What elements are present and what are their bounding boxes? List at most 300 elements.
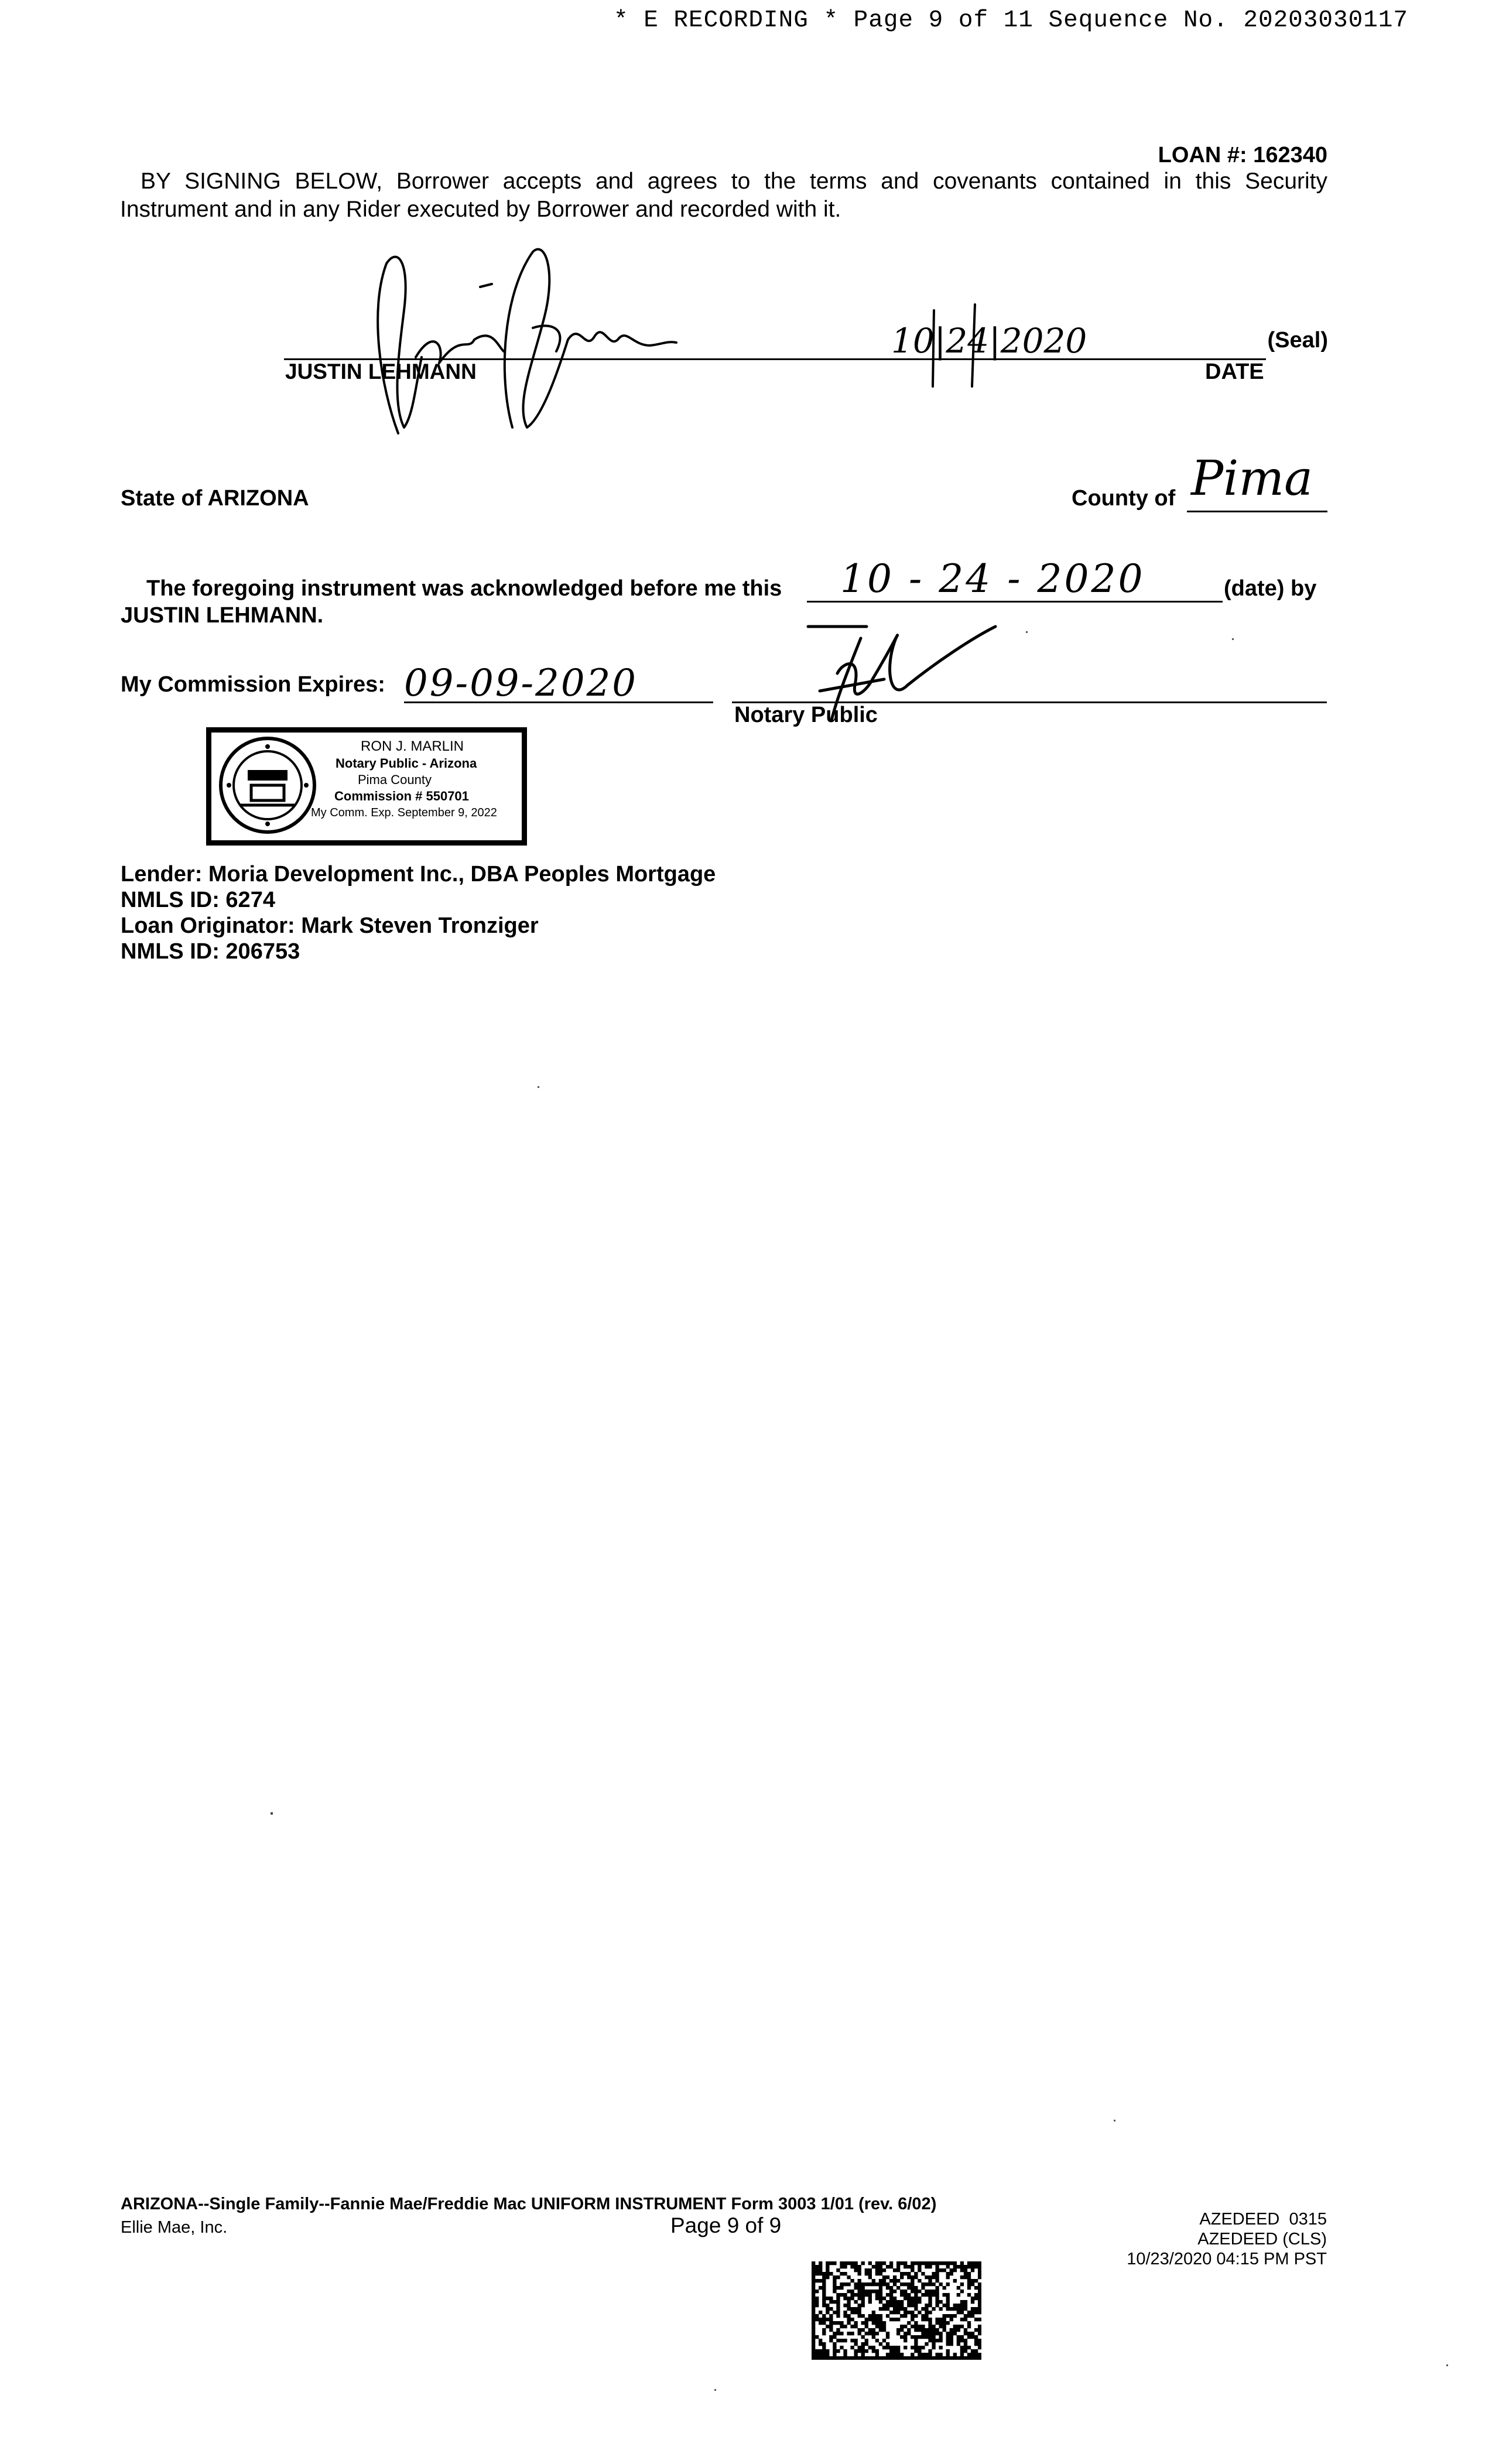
commission-expires-label: My Commission Expires:	[121, 672, 385, 697]
commission-handwritten-date: 09-09-2020	[404, 662, 638, 705]
barcode-module	[836, 2314, 840, 2318]
barcode-module	[935, 2279, 939, 2282]
barcode-module	[879, 2321, 882, 2325]
barcode-module	[850, 2311, 854, 2314]
barcode-module	[946, 2307, 950, 2311]
barcode-module	[847, 2275, 850, 2279]
barcode-module	[900, 2282, 903, 2286]
barcode-module	[939, 2321, 943, 2325]
barcode-module	[861, 2328, 865, 2332]
barcode-module	[865, 2272, 868, 2275]
barcode-module	[907, 2311, 911, 2314]
barcode-module	[935, 2290, 939, 2293]
barcode-module	[935, 2286, 939, 2290]
barcode-module	[822, 2304, 826, 2307]
barcode-module	[946, 2297, 950, 2300]
barcode-module	[900, 2275, 903, 2279]
barcode-module	[946, 2293, 950, 2297]
barcode-module	[953, 2279, 957, 2282]
barcode-module	[960, 2325, 964, 2328]
barcode-module	[950, 2356, 953, 2360]
barcode-module	[971, 2300, 974, 2304]
barcode-module	[935, 2272, 939, 2275]
barcode-module	[971, 2353, 974, 2356]
barcode-module	[900, 2328, 903, 2332]
barcode-module	[865, 2282, 868, 2286]
barcode-module	[974, 2349, 978, 2353]
barcode-module	[886, 2342, 889, 2346]
barcode-module	[826, 2261, 829, 2265]
barcode-module	[964, 2332, 967, 2335]
barcode-module	[836, 2349, 840, 2353]
speck	[714, 2389, 716, 2391]
barcode-module	[928, 2275, 932, 2279]
barcode-module	[935, 2300, 939, 2304]
barcode-module	[921, 2293, 925, 2297]
barcode-module	[889, 2286, 893, 2290]
barcode-module	[822, 2286, 826, 2290]
barcode-module	[815, 2268, 819, 2272]
barcode-module	[957, 2356, 960, 2360]
intro-line-2: Instrument and in any Rider executed by Borrower and recorded with it.	[120, 197, 841, 222]
barcode-module	[918, 2279, 921, 2282]
barcode-module	[840, 2339, 843, 2342]
barcode-module	[946, 2332, 950, 2335]
barcode-module	[953, 2307, 957, 2311]
barcode-module	[911, 2300, 914, 2304]
barcode-module	[822, 2272, 826, 2275]
barcode-module	[875, 2318, 879, 2321]
barcode-module	[932, 2290, 935, 2293]
barcode-module	[875, 2265, 879, 2268]
barcode-module	[826, 2265, 829, 2268]
barcode-module	[882, 2275, 886, 2279]
barcode-module	[850, 2297, 854, 2300]
barcode-module	[964, 2356, 967, 2360]
barcode-module	[900, 2272, 903, 2275]
barcode-module	[921, 2328, 925, 2332]
barcode-module	[879, 2293, 882, 2297]
barcode-module	[950, 2261, 953, 2265]
barcode-module	[960, 2265, 964, 2268]
barcode-module	[843, 2356, 847, 2360]
barcode-module	[850, 2325, 854, 2328]
barcode-module	[896, 2286, 900, 2290]
barcode-module	[974, 2356, 978, 2360]
barcode-module	[978, 2265, 981, 2268]
barcode-module	[932, 2261, 935, 2265]
barcode-module	[882, 2339, 886, 2342]
barcode-module	[900, 2307, 903, 2311]
speck	[271, 1812, 273, 1815]
barcode-module	[911, 2356, 914, 2360]
barcode-module	[943, 2325, 946, 2328]
stamp-notary-name: RON J. MARLIN	[361, 738, 464, 754]
barcode-module	[960, 2282, 964, 2286]
barcode-module	[854, 2356, 858, 2360]
barcode-module	[886, 2293, 889, 2297]
county-handwritten: Pima	[1191, 451, 1313, 507]
barcode-module	[907, 2332, 911, 2335]
barcode-module	[957, 2307, 960, 2311]
barcode-module	[822, 2300, 826, 2304]
barcode-module	[861, 2349, 865, 2353]
barcode-module	[903, 2339, 907, 2342]
date-label: DATE	[1205, 360, 1264, 384]
barcode-module	[889, 2265, 893, 2268]
barcode-module	[812, 2268, 815, 2272]
barcode-module	[822, 2290, 826, 2293]
barcode-module	[911, 2290, 914, 2293]
barcode-module	[850, 2290, 854, 2293]
barcode-module	[896, 2328, 900, 2332]
barcode-module	[896, 2349, 900, 2353]
barcode-module	[833, 2300, 836, 2304]
barcode-module	[850, 2265, 854, 2268]
footer-code-2: AZEDEED (CLS)	[1197, 2230, 1327, 2249]
barcode-module	[953, 2353, 957, 2356]
barcode-module	[833, 2286, 836, 2290]
barcode-module	[935, 2318, 939, 2321]
barcode-module	[812, 2353, 815, 2356]
barcode-module	[829, 2261, 833, 2265]
barcode-module	[918, 2325, 921, 2328]
barcode-module	[879, 2342, 882, 2346]
barcode-module	[978, 2275, 981, 2279]
barcode-module	[829, 2307, 833, 2311]
barcode-module	[967, 2261, 971, 2265]
barcode-module	[886, 2286, 889, 2290]
barcode-module	[974, 2307, 978, 2311]
barcode-module	[957, 2328, 960, 2332]
barcode-module	[925, 2356, 928, 2360]
barcode-module	[925, 2335, 928, 2339]
stamp-commission: Commission # 550701	[334, 789, 469, 803]
barcode-module	[935, 2339, 939, 2342]
barcode-module	[950, 2342, 953, 2346]
barcode-module	[886, 2307, 889, 2311]
barcode-module	[928, 2282, 932, 2286]
barcode-module	[928, 2300, 932, 2304]
barcode-module	[974, 2279, 978, 2282]
barcode-module	[847, 2356, 850, 2360]
barcode-module	[971, 2335, 974, 2339]
barcode-module	[911, 2282, 914, 2286]
barcode-module	[918, 2353, 921, 2356]
barcode-module	[957, 2335, 960, 2339]
barcode-module	[974, 2297, 978, 2300]
barcode-module	[861, 2261, 865, 2265]
barcode-module	[918, 2356, 921, 2360]
originator-nmls: NMLS ID: 206753	[121, 939, 300, 964]
barcode-module	[925, 2261, 928, 2265]
barcode-module	[978, 2311, 981, 2314]
barcode-module	[939, 2261, 943, 2265]
barcode-module	[893, 2282, 896, 2286]
intro-line-1: BY SIGNING BELOW, Borrower accepts and agrees to the terms and covenants contained in this Security	[141, 169, 1327, 194]
barcode-module	[964, 2304, 967, 2307]
barcode-module	[819, 2265, 822, 2268]
barcode-module	[850, 2318, 854, 2321]
barcode-module	[911, 2335, 914, 2339]
barcode-module	[812, 2311, 815, 2314]
barcode-module	[978, 2328, 981, 2332]
barcode-module	[925, 2342, 928, 2346]
barcode-module	[978, 2346, 981, 2349]
barcode-module	[893, 2300, 896, 2304]
barcode-module	[865, 2293, 868, 2297]
barcode-module	[854, 2268, 858, 2272]
barcode-module	[932, 2328, 935, 2332]
barcode-module	[921, 2346, 925, 2349]
barcode-module	[903, 2293, 907, 2297]
barcode-module	[928, 2353, 932, 2356]
barcode-module	[872, 2335, 875, 2339]
barcode-module	[935, 2275, 939, 2279]
barcode-module	[822, 2293, 826, 2297]
barcode-module	[850, 2307, 854, 2311]
date-slash-marks	[911, 299, 993, 392]
county-line	[1187, 511, 1327, 512]
barcode-module	[974, 2342, 978, 2346]
barcode-module	[850, 2261, 854, 2265]
barcode-module	[879, 2286, 882, 2290]
barcode-module	[819, 2318, 822, 2321]
barcode-module	[850, 2346, 854, 2349]
barcode-module	[921, 2335, 925, 2339]
barcode-module	[911, 2346, 914, 2349]
barcode-module	[978, 2353, 981, 2356]
barcode-module	[822, 2318, 826, 2321]
barcode-module	[833, 2282, 836, 2286]
barcode-module	[889, 2311, 893, 2314]
barcode-module	[822, 2314, 826, 2318]
barcode-module	[971, 2311, 974, 2314]
barcode-module	[939, 2335, 943, 2339]
barcode-module	[960, 2304, 964, 2307]
barcode-module	[914, 2286, 918, 2290]
barcode-module	[907, 2286, 911, 2290]
barcode-module	[928, 2325, 932, 2328]
barcode-module	[939, 2353, 943, 2356]
barcode-module	[896, 2300, 900, 2304]
barcode-module	[946, 2272, 950, 2275]
barcode-module	[903, 2307, 907, 2311]
barcode-module	[812, 2300, 815, 2304]
barcode-module	[833, 2275, 836, 2279]
barcode-module	[939, 2307, 943, 2311]
barcode-module	[953, 2261, 957, 2265]
barcode-module	[886, 2346, 889, 2349]
barcode-module	[911, 2353, 914, 2356]
barcode-module	[896, 2307, 900, 2311]
barcode-module	[900, 2290, 903, 2293]
barcode-module	[971, 2261, 974, 2265]
barcode-module	[925, 2314, 928, 2318]
barcode-module	[861, 2335, 865, 2339]
barcode-module	[872, 2321, 875, 2325]
barcode-module	[843, 2293, 847, 2297]
barcode-module	[914, 2325, 918, 2328]
barcode-module	[872, 2346, 875, 2349]
barcode-module	[971, 2356, 974, 2360]
barcode-module	[833, 2311, 836, 2314]
barcode-module	[822, 2297, 826, 2300]
barcode-module	[946, 2356, 950, 2360]
barcode-module	[914, 2314, 918, 2318]
barcode-module	[967, 2346, 971, 2349]
barcode-module	[843, 2349, 847, 2353]
barcode-module	[822, 2328, 826, 2332]
barcode-module	[854, 2300, 858, 2304]
barcode-module	[836, 2311, 840, 2314]
barcode-module	[932, 2325, 935, 2328]
barcode-module	[872, 2282, 875, 2286]
barcode-module	[822, 2353, 826, 2356]
barcode-module	[847, 2321, 850, 2325]
barcode-module	[854, 2353, 858, 2356]
barcode-module	[978, 2325, 981, 2328]
barcode-module	[829, 2356, 833, 2360]
barcode-module	[833, 2332, 836, 2335]
barcode-module	[943, 2356, 946, 2360]
barcode-module	[967, 2356, 971, 2360]
barcode-module	[812, 2279, 815, 2282]
barcode-module	[858, 2282, 861, 2286]
barcode-module	[815, 2335, 819, 2339]
barcode-module	[911, 2297, 914, 2300]
barcode-module	[826, 2304, 829, 2307]
barcode-module	[882, 2346, 886, 2349]
footer-code-1: AZEDEED 0315	[1199, 2210, 1327, 2229]
barcode-module	[964, 2349, 967, 2353]
barcode-module	[840, 2356, 843, 2360]
barcode-module	[928, 2293, 932, 2297]
barcode-module	[893, 2311, 896, 2314]
barcode-module	[939, 2318, 943, 2321]
barcode-module	[978, 2297, 981, 2300]
barcode-module	[826, 2307, 829, 2311]
barcode-module	[950, 2335, 953, 2339]
barcode-module	[886, 2304, 889, 2307]
barcode-module	[886, 2332, 889, 2335]
barcode-module	[960, 2356, 964, 2360]
barcode-module	[875, 2349, 879, 2353]
barcode-module	[957, 2286, 960, 2290]
barcode-module	[815, 2297, 819, 2300]
barcode-module	[896, 2265, 900, 2268]
barcode-module	[896, 2318, 900, 2321]
barcode-module	[946, 2321, 950, 2325]
barcode-module	[921, 2332, 925, 2335]
barcode-module	[812, 2272, 815, 2275]
barcode-module	[928, 2297, 932, 2300]
barcode-module	[819, 2339, 822, 2342]
barcode-module	[879, 2318, 882, 2321]
barcode-module	[819, 2268, 822, 2272]
barcode-module	[928, 2304, 932, 2307]
barcode-module	[967, 2335, 971, 2339]
barcode-module	[896, 2332, 900, 2335]
barcode-module	[819, 2286, 822, 2290]
barcode-module	[858, 2272, 861, 2275]
barcode-module	[875, 2261, 879, 2265]
barcode-module	[911, 2275, 914, 2279]
barcode-module	[843, 2325, 847, 2328]
barcode-module	[840, 2286, 843, 2290]
barcode-module	[907, 2293, 911, 2297]
barcode-module	[914, 2328, 918, 2332]
barcode-module	[964, 2275, 967, 2279]
acknowledged-person: JUSTIN LEHMANN.	[121, 603, 324, 628]
barcode-module	[861, 2300, 865, 2304]
barcode-module	[893, 2268, 896, 2272]
barcode-module	[893, 2297, 896, 2300]
barcode-module	[903, 2346, 907, 2349]
barcode-module	[974, 2339, 978, 2342]
barcode-module	[868, 2328, 872, 2332]
barcode-module	[854, 2261, 858, 2265]
barcode-module	[974, 2353, 978, 2356]
barcode-module	[843, 2297, 847, 2300]
barcode-module	[893, 2290, 896, 2293]
barcode-module	[815, 2265, 819, 2268]
barcode-module	[896, 2353, 900, 2356]
barcode-module	[847, 2261, 850, 2265]
speck	[1446, 2364, 1448, 2366]
barcode-module	[978, 2342, 981, 2346]
barcode-module	[840, 2272, 843, 2275]
barcode-module	[911, 2265, 914, 2268]
barcode-module	[903, 2261, 907, 2265]
barcode-module	[974, 2293, 978, 2297]
barcode-module	[875, 2321, 879, 2325]
barcode-module	[815, 2279, 819, 2282]
barcode-module	[858, 2356, 861, 2360]
barcode-module	[967, 2321, 971, 2325]
barcode-module	[865, 2356, 868, 2360]
barcode-module	[946, 2261, 950, 2265]
barcode-module	[840, 2325, 843, 2328]
barcode-module	[925, 2332, 928, 2335]
barcode-module	[921, 2307, 925, 2311]
barcode-module	[903, 2282, 907, 2286]
barcode-module	[974, 2335, 978, 2339]
barcode-module	[868, 2290, 872, 2293]
barcode-module	[925, 2290, 928, 2293]
barcode-module	[889, 2293, 893, 2297]
barcode-module	[921, 2314, 925, 2318]
barcode-module	[946, 2353, 950, 2356]
barcode-module	[858, 2332, 861, 2335]
barcode-module	[854, 2325, 858, 2328]
barcode-module	[935, 2261, 939, 2265]
barcode-module	[928, 2321, 932, 2325]
state-label: State of ARIZONA	[121, 486, 309, 511]
barcode-module	[812, 2335, 815, 2339]
barcode-module	[903, 2325, 907, 2328]
barcode-module	[833, 2353, 836, 2356]
barcode-module	[964, 2300, 967, 2304]
barcode-module	[932, 2293, 935, 2297]
barcode-module	[960, 2300, 964, 2304]
barcode-module	[967, 2272, 971, 2275]
barcode-module	[907, 2321, 911, 2325]
barcode-module	[854, 2282, 858, 2286]
barcode-module	[822, 2279, 826, 2282]
barcode-module	[900, 2353, 903, 2356]
barcode-module	[967, 2265, 971, 2268]
